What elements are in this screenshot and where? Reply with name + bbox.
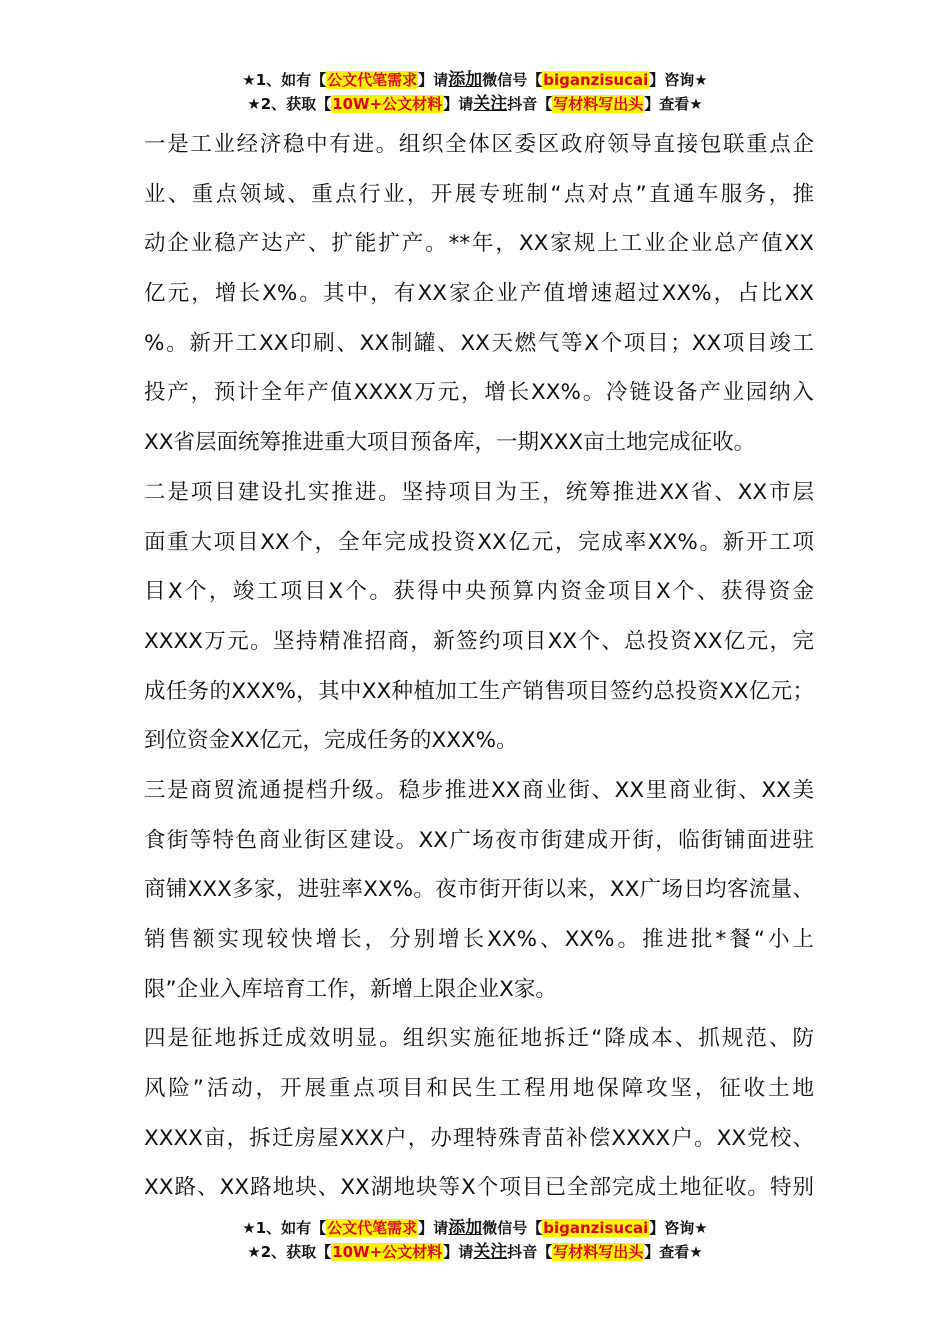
header-promo-banner bbox=[0, 68, 950, 116]
promo-line-1 bbox=[0, 68, 950, 92]
promo-emphasis: 关注 bbox=[473, 1242, 508, 1262]
paragraph-land-acquisition bbox=[144, 1014, 814, 1213]
promo-emphasis: 关注 bbox=[473, 94, 508, 114]
promo-highlight: 公文代笔需求 bbox=[327, 71, 418, 89]
promo-text: ★2、获取【 bbox=[247, 1243, 332, 1261]
promo-highlight: biganzisucai bbox=[543, 71, 649, 89]
promo-text: 】查看★ bbox=[644, 95, 703, 113]
paragraph-project-construction bbox=[144, 468, 814, 766]
text-line: 二是项目建设扎实推进。坚持项目为王，统筹推进XX省、XX市层 bbox=[144, 479, 814, 505]
paragraph-industrial-economy bbox=[144, 120, 814, 468]
text-line: 一是工业经济稳中有进。组织全体区委区政府领导直接包联重点企 bbox=[144, 132, 814, 157]
text-line: XXXX万元。坚持精准招商，新签约项目XX个、总投资XX亿元，完 bbox=[144, 628, 814, 654]
text-line: 四是征地拆迁成效明显。组织实施征地拆迁“降成本、抓规范、防 bbox=[144, 1026, 814, 1052]
footer-promo-banner bbox=[0, 1216, 950, 1264]
text-line: 销售额实现较快增长，分别增长XX%、XX%。推进批*餐“小上 bbox=[144, 927, 814, 952]
text-line: %。新开工XX印刷、XX制罐、XX天燃气等X个项目；XX项目竣工 bbox=[144, 330, 814, 356]
text-line: 成任务的XXX%，其中XX种植加工生产销售项目签约总投资XX亿元； bbox=[144, 678, 814, 704]
promo-text: ★1、如有【 bbox=[242, 71, 327, 89]
promo-text: ★1、如有【 bbox=[242, 1219, 327, 1237]
promo-highlight: 10W+公文材料 bbox=[332, 95, 443, 113]
promo-line-2 bbox=[0, 1240, 950, 1264]
text-line: 投产，预计全年产值XXXX万元，增长XX%。冷链设备产业园纳入 bbox=[144, 380, 814, 406]
promo-emphasis: 添加 bbox=[448, 70, 483, 90]
promo-highlight: 公文代笔需求 bbox=[327, 1219, 418, 1237]
text-line: 限”企业入库培育工作，新增上限企业X家。 bbox=[144, 976, 557, 1002]
document-body bbox=[144, 120, 814, 1213]
text-line: XX路、XX路地块、XX湖地块等X个项目已全部完成土地征收。特别 bbox=[144, 1175, 814, 1201]
text-line: 到位资金XX亿元，完成任务的XXX%。 bbox=[144, 728, 518, 754]
promo-text: 抖音【 bbox=[507, 1243, 553, 1261]
promo-text: 】查看★ bbox=[644, 1243, 703, 1261]
promo-highlight: 写材料写出头 bbox=[553, 95, 644, 113]
promo-text: 】请 bbox=[418, 71, 449, 89]
promo-text: 】请 bbox=[443, 1243, 474, 1261]
text-line: 亿元，增长X%。其中，有XX家企业产值增速超过XX%，占比XX bbox=[144, 281, 814, 307]
promo-text: 微信号【 bbox=[482, 71, 543, 89]
text-line: 风险”活动，开展重点项目和民生工程用地保障攻坚，征收土地 bbox=[144, 1076, 814, 1102]
promo-emphasis: 添加 bbox=[448, 1218, 483, 1238]
text-line: XX省层面统筹推进重大项目预备库，一期XXX亩土地完成征收。 bbox=[144, 430, 756, 456]
promo-text: 微信号【 bbox=[482, 1219, 543, 1237]
text-line: 商铺XXX多家，进驻率XX%。夜市街开街以来，XX广场日均客流量、 bbox=[144, 877, 814, 903]
paragraph-commerce-circulation bbox=[144, 766, 814, 1014]
text-line: 业、重点领域、重点行业，开展专班制“点对点”直通车服务，推 bbox=[144, 181, 814, 207]
text-line: 三是商贸流通提档升级。稳步推进XX商业街、XX里商业街、XX美 bbox=[144, 777, 814, 803]
promo-text: 】咨询★ bbox=[649, 71, 708, 89]
promo-text: 】请 bbox=[443, 95, 474, 113]
promo-text: ★2、获取【 bbox=[247, 95, 332, 113]
promo-text: 抖音【 bbox=[507, 95, 553, 113]
promo-line-2 bbox=[0, 92, 950, 116]
text-line: 食街等特色商业街区建设。XX广场夜市街建成开街，临街铺面进驻 bbox=[144, 827, 814, 853]
promo-highlight: 10W+公文材料 bbox=[332, 1243, 443, 1261]
text-line: 动企业稳产达产、扩能扩产。**年，XX家规上工业企业总产值XX bbox=[144, 231, 814, 257]
promo-text: 】请 bbox=[418, 1219, 449, 1237]
text-line: XXXX亩，拆迁房屋XXX户，办理特殊青苗补偿XXXX户。XX党校、 bbox=[144, 1125, 814, 1151]
promo-line-1 bbox=[0, 1216, 950, 1240]
promo-highlight: 写材料写出头 bbox=[553, 1243, 644, 1261]
promo-highlight: biganzisucai bbox=[543, 1219, 649, 1237]
text-line: 目X个，竣工项目X个。获得中央预算内资金项目X个、获得资金 bbox=[144, 579, 814, 605]
promo-text: 】咨询★ bbox=[649, 1219, 708, 1237]
text-line: 面重大项目XX个，全年完成投资XX亿元，完成率XX%。新开工项 bbox=[144, 529, 814, 555]
